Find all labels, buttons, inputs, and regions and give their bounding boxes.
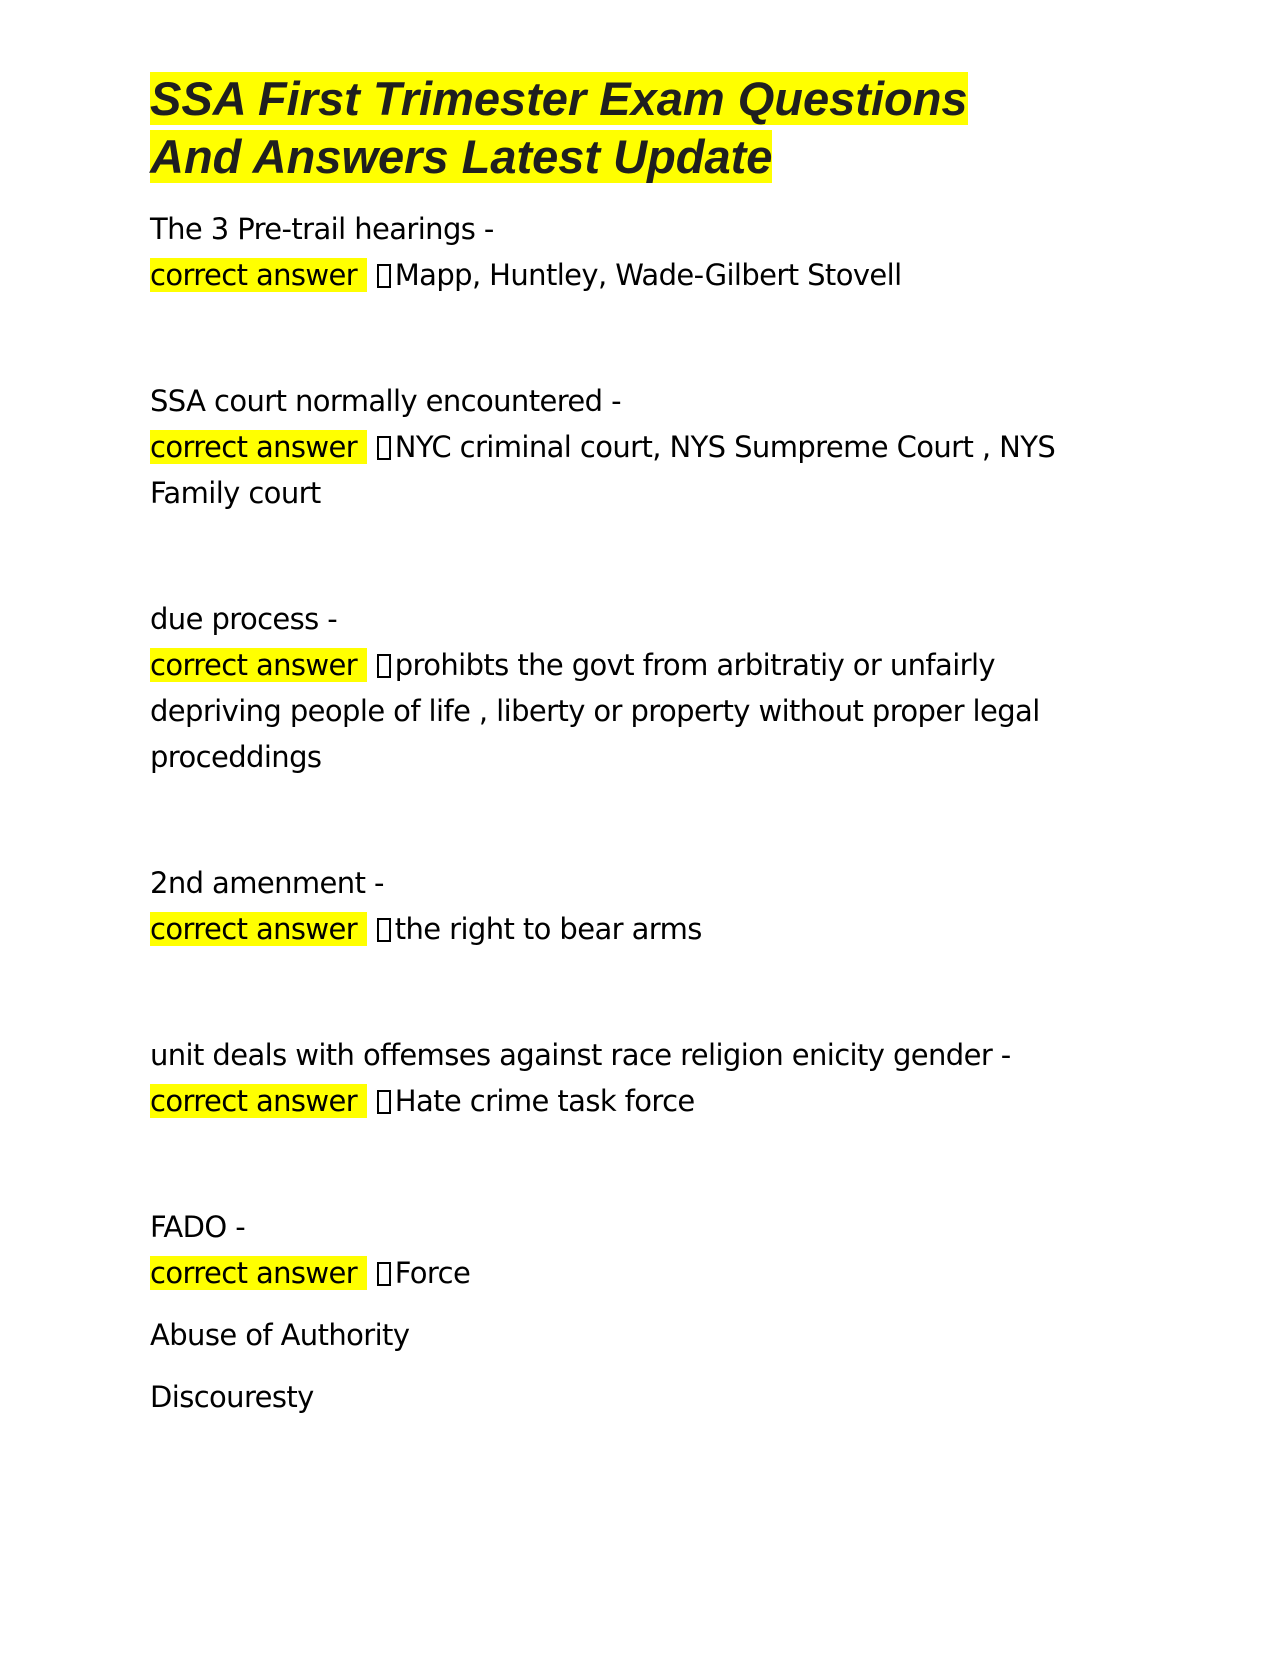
missing-glyph-box-icon (377, 436, 391, 460)
answer-text: Mapp, Huntley, Wade-Gilbert Stovell (394, 258, 902, 292)
qa-item-1 (150, 206, 1130, 298)
answer-label: correct answer (150, 912, 367, 946)
title-line-2: And Answers Latest Update (150, 130, 773, 183)
qa-item-4 (150, 860, 1130, 952)
answer-line (150, 424, 1130, 516)
answer-text: Hate crime task force (394, 1084, 695, 1118)
answer-line (150, 252, 1130, 298)
question-text: The 3 Pre-trail hearings - (150, 212, 494, 246)
question-text: 2nd amenment - (150, 866, 384, 900)
question-text: FADO - (150, 1210, 246, 1244)
answer-label: correct answer (150, 1084, 367, 1118)
document-page (150, 70, 1130, 1500)
answer-line (150, 1250, 1130, 1296)
missing-glyph-box-icon (377, 918, 391, 942)
missing-glyph-box-icon (377, 1262, 391, 1286)
answer-text: the right to bear arms (394, 912, 702, 946)
answer-continuation: Discouresty (150, 1380, 314, 1414)
answer-text: Force (394, 1256, 471, 1290)
answer-label: correct answer (150, 1256, 367, 1290)
answer-text: NYC criminal court, NYS Sumpreme Court , NYS Family court (150, 430, 1056, 510)
missing-glyph-box-icon (377, 654, 391, 678)
answer-label: correct answer (150, 258, 367, 292)
missing-glyph-box-icon (377, 1090, 391, 1114)
title-line-1: SSA First Trimester Exam Questions (150, 72, 968, 125)
qa-item-3 (150, 596, 1130, 780)
question-text: unit deals with offemses against race religion enicity gender - (150, 1038, 1011, 1072)
answer-line (150, 642, 1130, 780)
answer-line (150, 1078, 1130, 1124)
answer-text: prohibts the govt from arbitratiy or unfairly depriving people of life , liberty or property without proper legal proceddings (150, 648, 1040, 774)
document-title (150, 70, 1130, 186)
question-text: due process - (150, 602, 338, 636)
answer-label: correct answer (150, 648, 367, 682)
qa-item-5 (150, 1032, 1130, 1124)
answer-line (150, 906, 1130, 952)
question-text: SSA court normally encountered - (150, 384, 621, 418)
answer-label: correct answer (150, 430, 367, 464)
answer-continuation: Abuse of Authority (150, 1318, 410, 1352)
qa-item-2 (150, 378, 1130, 516)
qa-item-6 (150, 1204, 1130, 1420)
missing-glyph-box-icon (377, 264, 391, 288)
